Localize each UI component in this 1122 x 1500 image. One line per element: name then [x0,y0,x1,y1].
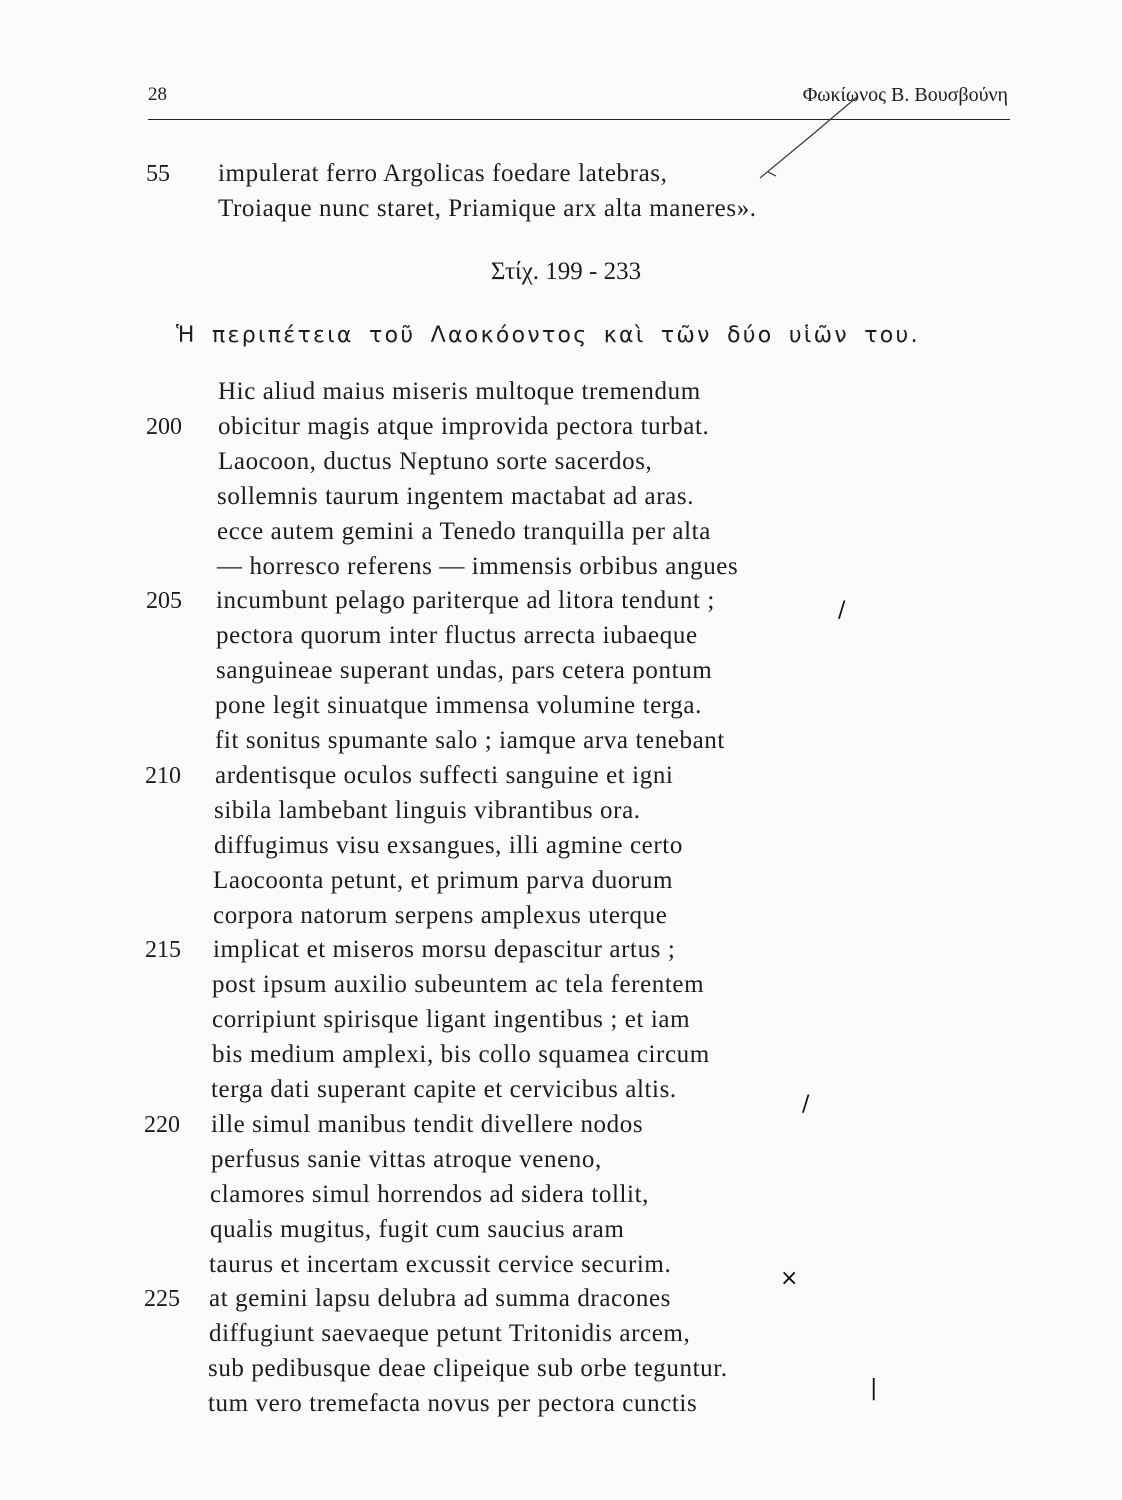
verse-line: post ipsum auxilio subeuntem ac tela ferentem [212,971,705,998]
verse-line: terga dati superant capite et cervicibus altis. [211,1076,677,1103]
verse-line: sollemnis taurum ingentem mactabat ad aras. [217,483,695,510]
verse-number: 205 [146,588,182,614]
verse-line: fit sonitus spumante salo ; iamque arva tenebant [215,727,725,754]
verse-line: bis medium amplexi, bis collo squamea circum [212,1041,710,1068]
verse-line: qualis mugitus, fugit cum saucius aram [210,1216,625,1243]
verse-line: ardentisque oculos suffecti sanguine et igni [215,762,674,789]
verse-number: 200 [146,414,182,440]
page-number: 28 [148,84,167,105]
verse-line: diffugimus visu exsangues, illi agmine certo [214,832,683,859]
verse-line: Troiaque nunc staret, Priamique arx alta maneres». [218,195,757,222]
verse-line: ecce autem gemini a Tenedo tranquilla per alta [217,518,711,545]
verse-line: diffugiunt saevaeque petunt Tritonidis arcem, [209,1320,691,1347]
verse-line: corpora natorum serpens amplexus uterque [213,902,668,929]
verse-line: impulerat ferro Argolicas foedare latebras, [218,160,668,187]
verse-line: obicitur magis atque improvida pectora turbat. [218,413,710,440]
verse-line: sanguineae superant undas, pars cetera pontum [216,657,713,684]
verse-line: taurus et incertam excussit cervice securim. [209,1251,672,1278]
pencil-mark: / [838,598,846,623]
verse-line: perfusus sanie vittas atroque veneno, [211,1146,602,1173]
verse-line: tum vero tremefacta novus per pectora cunctis [208,1390,698,1417]
verse-line: sub pedibusque deae clipeique sub orbe teguntur. [208,1355,728,1382]
section-title: Ἡ περιπέτεια τοῦ Λαοκόοντος καὶ τῶν δύο υἱῶν του. [176,323,920,348]
verse-line: — horresco referens — immensis orbibus angues [217,553,739,580]
verse-line: Hic aliud maius miseris multoque tremendum [218,378,701,405]
pencil-mark: × [780,1266,799,1291]
pencil-mark: | [870,1376,878,1401]
verse-line: corripiunt spirisque ligant ingentibus ; et iam [212,1006,691,1033]
verse-number: 210 [145,763,181,789]
section-subheading: Στίχ. 199 - 233 [490,258,642,285]
verse-line: at gemini lapsu delubra ad summa dracones [209,1285,671,1312]
verse-number: 220 [144,1112,180,1138]
verse-line: ille simul manibus tendit divellere nodos [211,1111,644,1138]
verse-number: 215 [145,937,181,963]
verse-line: pectora quorum inter fluctus arrecta iubaeque [216,622,698,649]
pencil-mark: / [802,1092,810,1117]
running-title: Φωκίωνος Β. Βουσβούνη [802,84,1008,106]
verse-line: sibila lambebant linguis vibrantibus ora. [214,797,641,824]
verse-number: 55 [146,161,170,187]
verse-number: 225 [144,1286,180,1312]
verse-line: incumbunt pelago pariterque ad litora tendunt ; [216,587,715,614]
verse-line: clamores simul horrendos ad sidera tollit, [210,1181,649,1208]
verse-line: implicat et miseros morsu depascitur artus ; [213,936,676,963]
verse-line: Laocoonta petunt, et primum parva duorum [213,867,673,894]
verse-line: Laocoon, ductus Neptuno sorte sacerdos, [218,448,653,475]
verse-line: pone legit sinuatque immensa volumine terga. [215,692,702,719]
